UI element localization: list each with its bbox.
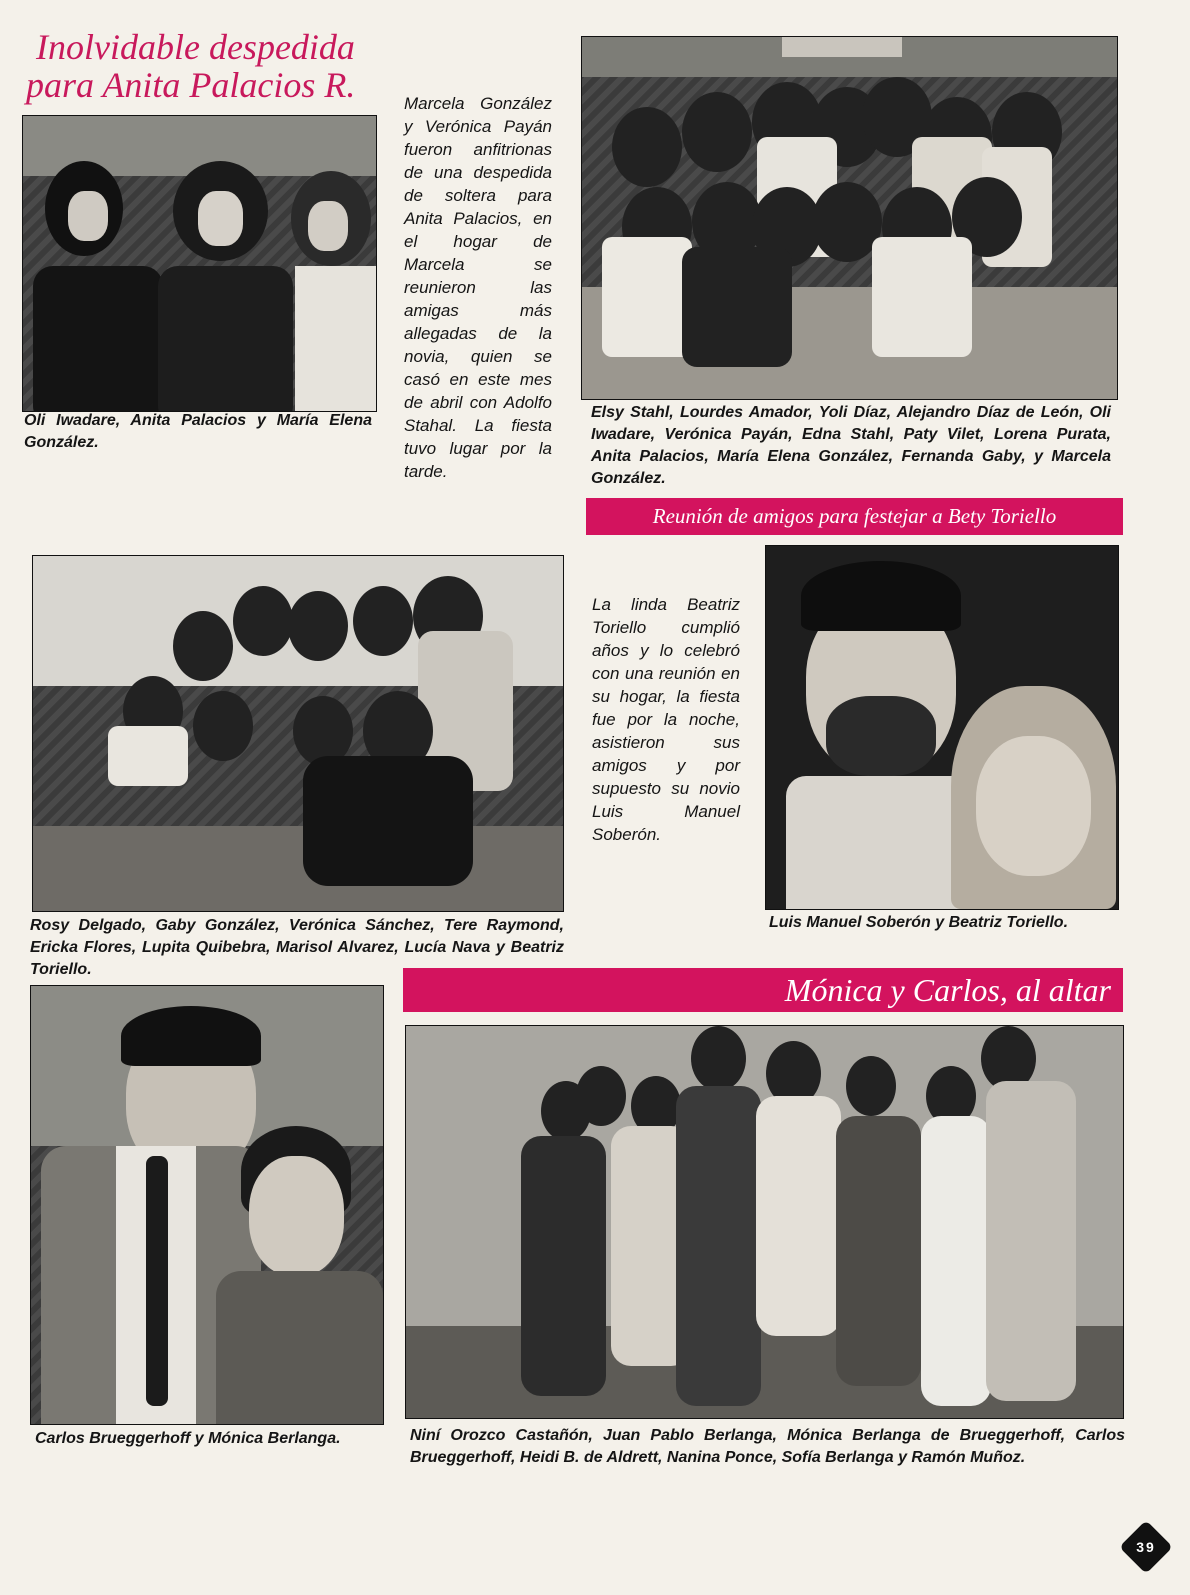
page-number: 39: [1136, 1539, 1156, 1555]
caption-birthday-group: Rosy Delgado, Gaby González, Verónica Sánchez, Tere Raymond, Ericka Flores, Lupita Quibebra, Marisol Alvarez, Lucía Nava y Beatriz Toriello.: [30, 917, 564, 978]
photo-luis-beatriz: [765, 545, 1119, 910]
photo-carlos-monica: [30, 985, 384, 1425]
photo-three-women: [22, 115, 377, 412]
article-title-line1: Inolvidable despedida: [36, 27, 355, 67]
section-band-bety-toriello: Reunión de amigos para festejar a Bety Toriello: [586, 498, 1123, 535]
article-title: [26, 28, 386, 104]
page-number-badge: [1119, 1520, 1173, 1574]
section-band-monica-carlos: Mónica y Carlos, al altar: [403, 968, 1123, 1012]
caption-carlos-monica: Carlos Brueggerhoff y Mónica Berlanga.: [35, 1430, 341, 1447]
caption-despedida-group: Elsy Stahl, Lourdes Amador, Yoli Díaz, Alejandro Díaz de León, Oli Iwadare, Verónica Payán, Edna Stahl, Paty Vilet, Lorena Purata, Anita Palacios, María Elena González, Fernanda Gaby, y Marcela González.: [591, 404, 1111, 487]
caption-luis-beatriz: Luis Manuel Soberón y Beatriz Toriello.: [769, 914, 1069, 931]
photo-birthday-group: [32, 555, 564, 912]
article-body-bety-toriello: La linda Beatriz Toriello cumplió años y lo celebró con una reunión en su hogar, la fiesta fue por la noche, asistieron sus amigos y por supuesto su novio Luis Manuel Soberón.: [592, 595, 740, 844]
article-title-line2: para Anita Palacios R.: [26, 65, 356, 105]
caption-wedding-group: Niní Orozco Castañón, Juan Pablo Berlanga, Mónica Berlanga de Brueggerhoff, Carlos Brueggerhoff, Heidi B. de Aldrett, Nanina Ponce, Sofía Berlanga y Ramón Muñoz.: [410, 1427, 1125, 1466]
photo-despedida-group: [581, 36, 1118, 400]
photo-wedding-group: [405, 1025, 1124, 1419]
article-body-despedida: Marcela González y Verónica Payán fueron anfitrionas de una despedida de soltera para Anita Palacios, en el hogar de Marcela se reunieron las amigas más allegadas de la novia, quien se casó en este mes de abril con Adolfo Stahal. La fiesta tuvo lugar por la tarde.: [404, 94, 552, 481]
caption-photo-three-women: Oli Iwadare, Anita Palacios y María Elena González.: [24, 412, 372, 451]
